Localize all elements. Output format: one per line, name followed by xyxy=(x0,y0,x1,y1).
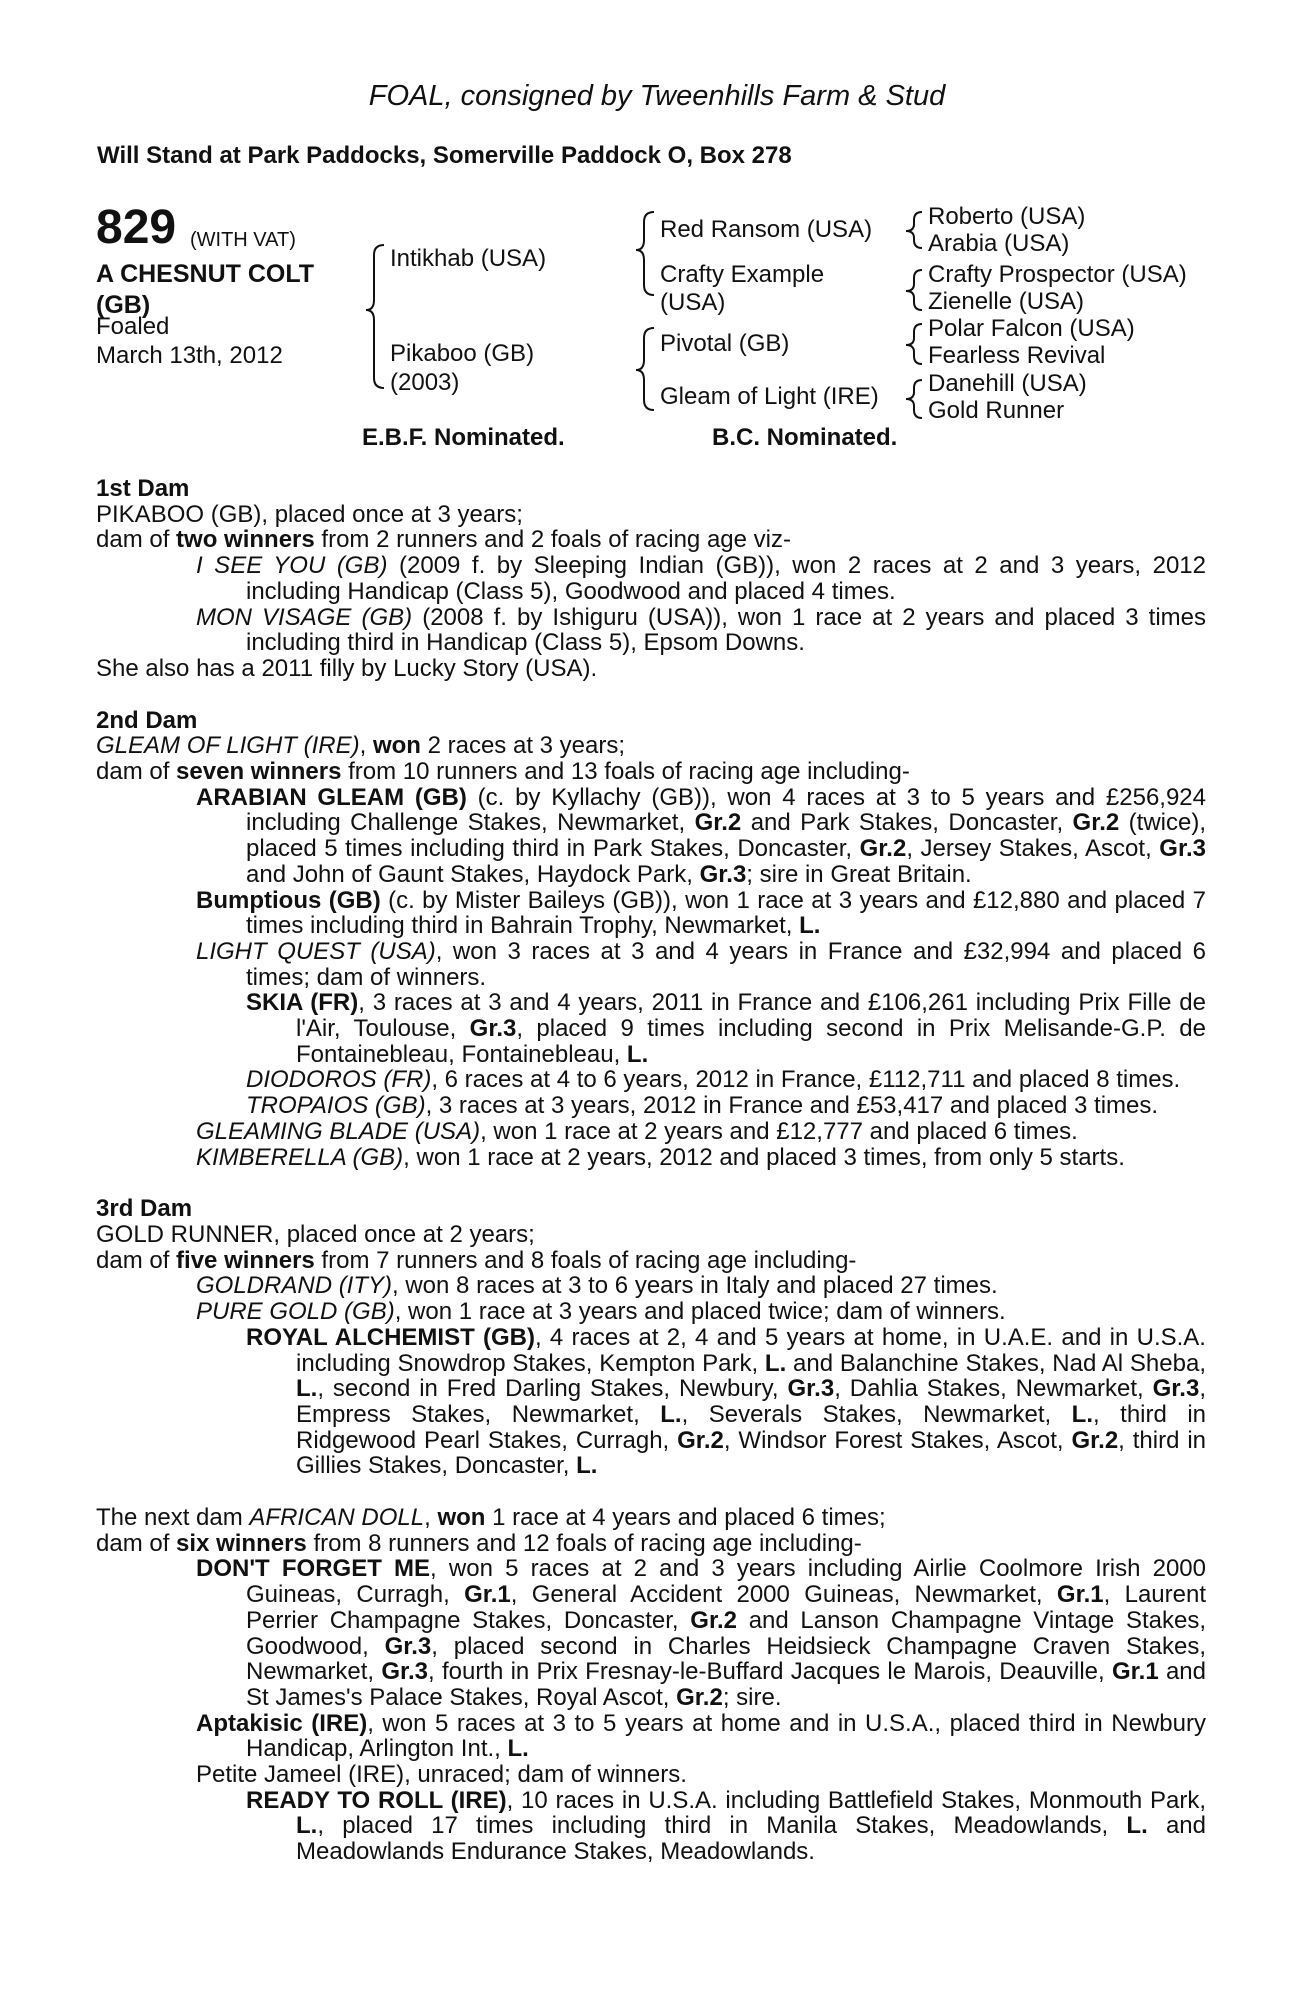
list-item: ROYAL ALCHEMIST (GB), 4 races at 2, 4 and 5 years at home, in U.A.E. and in U.S.A. including Snowdrop Stakes, Kempton Park, L. and Balanchine Stakes, Nad Al Sheba, L., second in Fred Darling Stakes, Newbury, Gr.3, Dahlia Stakes, Newmarket, Gr.3, Empress Stakes, Newmarket, L., Severals Stakes, Newmarket, L., third in Ridgewood Pearl Stakes, Curragh, Gr.2, Windsor Forest Stakes, Ascot, Gr.2, third in Gillies Stakes, Doncaster, L. xyxy=(246,1323,1207,1480)
bracket-sire xyxy=(636,212,654,295)
first-dam-heading: 1st Dam xyxy=(96,475,190,502)
foaled-label: Foaled xyxy=(96,313,170,340)
list-item: TROPAIOS (GB), 3 races at 3 years, 2012 in France and £53,417 and placed 3 times. xyxy=(246,1092,1159,1120)
bracket-g3 xyxy=(906,324,922,364)
list-item: LIGHT QUEST (USA), won 3 races at 3 and 4 years in France and £32,994 and placed 6 times; dam of winners. xyxy=(196,937,1206,991)
lot-number: 829 xyxy=(96,201,177,254)
list-item: SKIA (FR), 3 races at 3 and 4 years, 2011 in France and £106,261 including Prix Fille de l'Air, Toulouse, Gr.3, placed 9 times including second in Prix Melisande-G.P. de Fontainebleau, Fontainebleau, L. xyxy=(246,989,1206,1068)
second-dam-heading: 2nd Dam xyxy=(96,706,198,734)
bracket-g2 xyxy=(906,270,922,310)
list-item: PURE GOLD (GB), won 1 race at 3 years and placed twice; dam of winners. xyxy=(196,1298,1006,1326)
first-dam-line1: PIKABOO (GB), placed once at 3 years; xyxy=(96,500,523,528)
stand-location: Will Stand at Park Paddocks, Somerville Paddock O, Box 278 xyxy=(97,142,792,169)
bracket-g4 xyxy=(906,380,922,418)
g3-8: Gold Runner xyxy=(928,397,1065,424)
pedigree-brackets xyxy=(0,0,1314,460)
ebf-nominated: E.B.F. Nominated. xyxy=(362,424,565,451)
third-dam-heading: 3rd Dam xyxy=(96,1195,193,1223)
list-item: DON'T FORGET ME, won 5 races at 2 and 3 years including Airlie Coolmore Irish 2000 Guineas, Curragh, Gr.1, General Accident 2000 Guineas, Newmarket, Gr.1, Laurent Perrier Champagne Stakes, Doncaster, Gr.2 and Lanson Champagne Vintage Stakes, Goodwood, Gr.3, placed second in Charles Heidsieck Champagne Craven Stakes, Newmarket, Gr.3, fourth in Prix Fresnay-le-Buffard Jacques le Marois, Deauville, Gr.1 and St James's Palace Stakes, Royal Ascot, Gr.2; sire. xyxy=(196,1555,1207,1711)
bracket-main xyxy=(366,245,384,388)
sire: Intikhab (USA) xyxy=(390,245,547,272)
list-item: Petite Jameel (IRE), unraced; dam of winners. xyxy=(196,1761,687,1789)
dam: Pikaboo (GB) (2003) xyxy=(390,340,535,396)
g3-4: Zienelle (USA) xyxy=(928,288,1085,315)
bracket-dam xyxy=(636,328,654,410)
list-item: KIMBERELLA (GB), won 1 race at 2 years, 2012 and placed 3 times, from only 5 starts. xyxy=(196,1143,1125,1171)
g3-1: Roberto (USA) xyxy=(928,203,1086,230)
g3-3: Crafty Prospector (USA) xyxy=(928,261,1187,288)
list-item: READY TO ROLL (IRE), 10 races in U.S.A. including Battlefield Stakes, Monmouth Park, L., placed 17 times including third in Manila Stakes, Meadowlands, L. and Meadowlands Endurance Stakes, Meadowlands. xyxy=(246,1786,1207,1866)
list-item: Aptakisic (IRE), won 5 races at 3 to 5 years at home and in U.S.A., placed third in Newbury Handicap, Arlington Int., L. xyxy=(196,1709,1206,1763)
dam-sire: Pivotal (GB) xyxy=(660,330,790,357)
dam-dam: Gleam of Light (IRE) xyxy=(660,383,879,410)
catalogue-body xyxy=(96,476,1206,1865)
lot-description: A CHESNUT COLT (GB) xyxy=(96,260,315,320)
sire-sire: Red Ransom (USA) xyxy=(660,216,873,243)
list-item: GOLDRAND (ITY), won 8 races at 3 to 6 years in Italy and placed 27 times. xyxy=(196,1272,998,1300)
bc-nominated: B.C. Nominated. xyxy=(712,424,898,451)
second-dam-line1: GLEAM OF LIGHT (IRE), won 2 races at 3 years; xyxy=(96,732,626,760)
list-item: DIODOROS (FR), 6 races at 4 to 6 years, 2012 in France, £112,711 and placed 8 times. xyxy=(246,1066,1181,1094)
third-dam-dam-of: dam of five winners from 7 runners and 8 foals of racing age including- xyxy=(96,1246,857,1274)
next-dam-line1: The next dam AFRICAN DOLL, won 1 race at 4 years and placed 6 times; xyxy=(96,1504,886,1532)
list-item: ARABIAN GLEAM (GB) (c. by Kyllachy (GB)), won 4 races at 3 to 5 years and £256,924 including Challenge Stakes, Newmarket, Gr.2 and Park Stakes, Doncaster, Gr.2 (twice), placed 5 times including third in Park Stakes, Doncaster, Gr.2, Jersey Stakes, Ascot, Gr.3 and John of Gaunt Stakes, Haydock Park, Gr.3; sire in Great Britain. xyxy=(196,783,1207,888)
bracket-g1 xyxy=(906,212,922,248)
third-dam-line1: GOLD RUNNER, placed once at 2 years; xyxy=(96,1220,535,1248)
next-dam-dam-of: dam of six winners from 8 runners and 12 foals of racing age including- xyxy=(96,1529,862,1557)
list-item: I SEE YOU (GB) (2009 f. by Sleeping Indian (GB)), won 2 races at 2 and 3 years, 2012 including Handicap (Class 5), Goodwood and placed 4 times. xyxy=(196,552,1206,605)
sire-dam: Crafty Example (USA) xyxy=(660,261,825,316)
g3-2: Arabia (USA) xyxy=(928,230,1070,257)
first-dam-dam-of: dam of two winners from 2 runners and 2 foals of racing age viz- xyxy=(96,526,791,554)
vat-note: (WITH VAT) xyxy=(190,229,296,251)
first-dam-also: She also has a 2011 filly by Lucky Story (USA). xyxy=(96,654,598,682)
g3-7: Danehill (USA) xyxy=(928,370,1087,397)
list-item: MON VISAGE (GB) (2008 f. by Ishiguru (USA)), won 1 race at 2 years and placed 3 times including third in Handicap (Class 5), Epsom Downs. xyxy=(196,603,1206,657)
foaled-date: March 13th, 2012 xyxy=(96,341,283,369)
g3-6: Fearless Revival xyxy=(928,342,1106,369)
page-title: FOAL, consigned by Tweenhills Farm & Stud xyxy=(368,80,946,112)
list-item: Bumptious (GB) (c. by Mister Baileys (GB)), won 1 race at 3 years and £12,880 and placed 7 times including third in Bahrain Trophy, Newmarket, L. xyxy=(196,886,1206,940)
second-dam-dam-of: dam of seven winners from 10 runners and 13 foals of racing age including- xyxy=(96,758,910,786)
g3-5: Polar Falcon (USA) xyxy=(928,315,1135,342)
list-item: GLEAMING BLADE (USA), won 1 race at 2 years and £12,777 and placed 6 times. xyxy=(196,1117,1078,1145)
